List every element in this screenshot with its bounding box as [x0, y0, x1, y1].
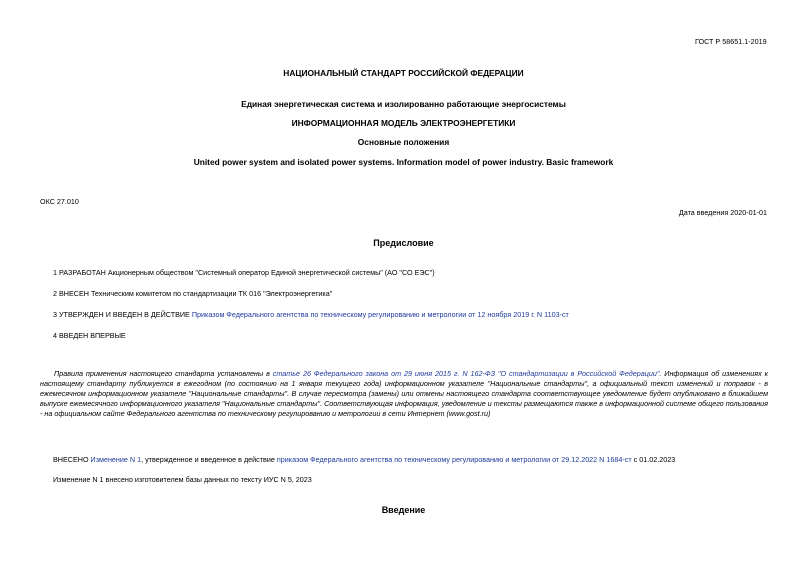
rules-text-rest: . Информация об изменениях к настоящему стандарту публикуется в ежегодном (по состоянию на 1 января текущего года) информационном указателе "Национальные стандарты", а официальный текст изменений и поправок - в ежемесячном информационном указателе "Национальные стандарты". В случае пересмотра (замены) или отмены настоящего стандарта соответствующее уведомление будет опубликовано в ближайшем выпуске ежемесячного информационного указателя "Национальные стандарты". Соответствующая информация, уведомление и тексты размещаются также в информационной системе общего пользования - на официальном сайте Федерального агентства по техническому регулированию и метрологии в сети Интернет (www.gost.ru) [40, 369, 768, 418]
change-link[interactable]: Изменение N 1 [90, 455, 142, 464]
federal-law-link[interactable]: статье 26 Федерального закона от 29 июня 2015 г. N 162-ФЗ "О стандартизации в Российской Федерации" [272, 369, 660, 378]
preface-item-1: 1 РАЗРАБОТАН Акционерным обществом "Системный оператор Единой энергетической системы" (АО "СО ЕЭС") [53, 268, 435, 277]
amendment-suffix: с 01.02.2023 [631, 455, 676, 464]
preface-item-3-text: 3 УТВЕРЖДЕН И ВВЕДЕН В ДЕЙСТВИЕ [53, 310, 192, 319]
rules-text-start: Правила применения настоящего стандарта установлены в [54, 369, 273, 378]
amendment-note: Изменение N 1 внесено изготовителем базы данных по тексту ИУС N 5, 2023 [53, 475, 312, 484]
order-link[interactable]: Приказом Федерального агентства по техническому регулированию и метрологии от 12 ноября 2019 г. N 1103-ст [191, 310, 569, 319]
introduction-heading: Введение [381, 505, 426, 515]
preface-item-3 [53, 310, 569, 319]
rules-paragraph [40, 369, 768, 419]
system-title: Единая энергетическая система и изолированно работающие энергосистемы [241, 99, 566, 109]
english-title: United power system and isolated power systems. Information model of power industry. Basic framework [193, 157, 614, 167]
document-subtitle: Основные положения [357, 137, 450, 147]
preface-item-4: 4 ВВЕДЕН ВПЕРВЫЕ [53, 331, 126, 340]
preface-item-2: 2 ВНЕСЕН Техническим комитетом по стандартизации ТК 016 "Электроэнергетика" [53, 289, 333, 298]
introduction-date: Дата введения 2020-01-01 [678, 208, 767, 217]
amendment-order-link[interactable]: приказом Федерального агентства по техническому регулированию и метрологии от 29.12.2022 N 1684-ст [276, 455, 632, 464]
model-title: ИНФОРМАЦИОННАЯ МОДЕЛЬ ЭЛЕКТРОЭНЕРГЕТИКИ [291, 118, 516, 128]
oks-code: ОКС 27.010 [40, 197, 79, 206]
amendment-middle: , утвержденное и введенное в действие [141, 455, 277, 464]
preface-heading: Предисловие [373, 238, 434, 248]
gost-number: ГОСТ Р 58651.1-2019 [695, 37, 767, 46]
amendment-prefix: ВНЕСЕНО [53, 455, 91, 464]
amendment-line [53, 455, 675, 464]
standard-title: НАЦИОНАЛЬНЫЙ СТАНДАРТ РОССИЙСКОЙ ФЕДЕРАЦИИ [283, 68, 524, 78]
